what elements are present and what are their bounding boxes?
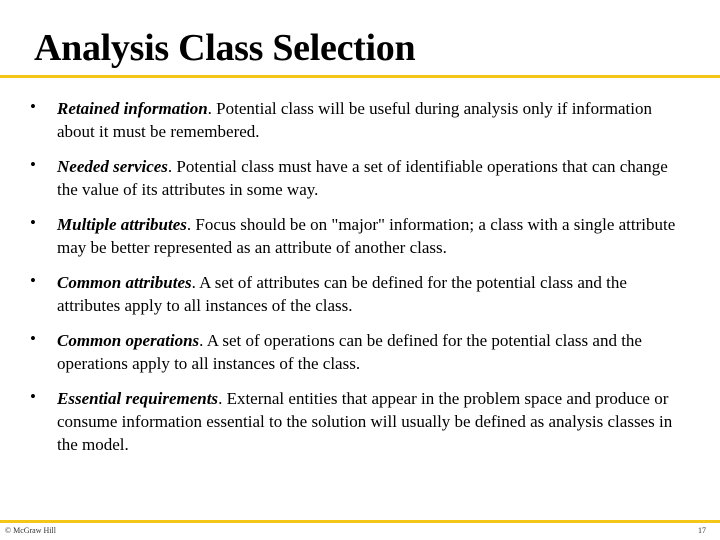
bullet-text: . External entities that appear in the problem space and produce or consume information essential to the solution will usually be defined as analysis classes in the model. xyxy=(57,389,673,454)
bullet-dot-icon: • xyxy=(30,213,36,232)
bullet-dot-icon: • xyxy=(30,271,36,290)
bullet-item xyxy=(30,213,690,259)
bullet-item xyxy=(30,387,690,456)
bullet-dot-icon: • xyxy=(30,329,36,348)
bullet-term: Multiple attributes xyxy=(57,215,187,234)
bullet-term: Common operations xyxy=(57,331,200,350)
bullet-dot-icon: • xyxy=(30,97,36,116)
bullet-dot-icon: • xyxy=(30,387,36,406)
bullet-item xyxy=(30,155,690,201)
footer-divider xyxy=(0,520,720,523)
bullet-text: . Potential class must have a set of identifiable operations that can change the value of its attributes in some way. xyxy=(57,157,668,199)
bullet-term: Essential requirements xyxy=(57,389,219,408)
bullet-text: . A set of operations can be defined for the potential class and the operations apply to all instances of the class. xyxy=(57,331,642,373)
title-divider xyxy=(0,75,720,78)
bullet-text: . Focus should be on "major" information; a class with a single attribute may be better represented as an attribute of another class. xyxy=(57,215,676,257)
copyright-footer: © McGraw Hill xyxy=(5,526,56,535)
bullet-item xyxy=(30,97,690,143)
bullet-item xyxy=(30,329,690,375)
bullet-text: . Potential class will be useful during analysis only if information about it must be remembered. xyxy=(57,99,652,141)
bullet-list xyxy=(30,97,690,468)
slide-title: Analysis Class Selection xyxy=(34,27,416,69)
bullet-term: Common attributes xyxy=(57,273,192,292)
bullet-dot-icon: • xyxy=(30,155,36,174)
bullet-item xyxy=(30,271,690,317)
bullet-text: . A set of attributes can be defined for the potential class and the attributes apply to all instances of the class. xyxy=(57,273,627,315)
bullet-term: Needed services xyxy=(57,157,168,176)
page-number: 17 xyxy=(698,526,706,535)
bullet-term: Retained information xyxy=(57,99,208,118)
